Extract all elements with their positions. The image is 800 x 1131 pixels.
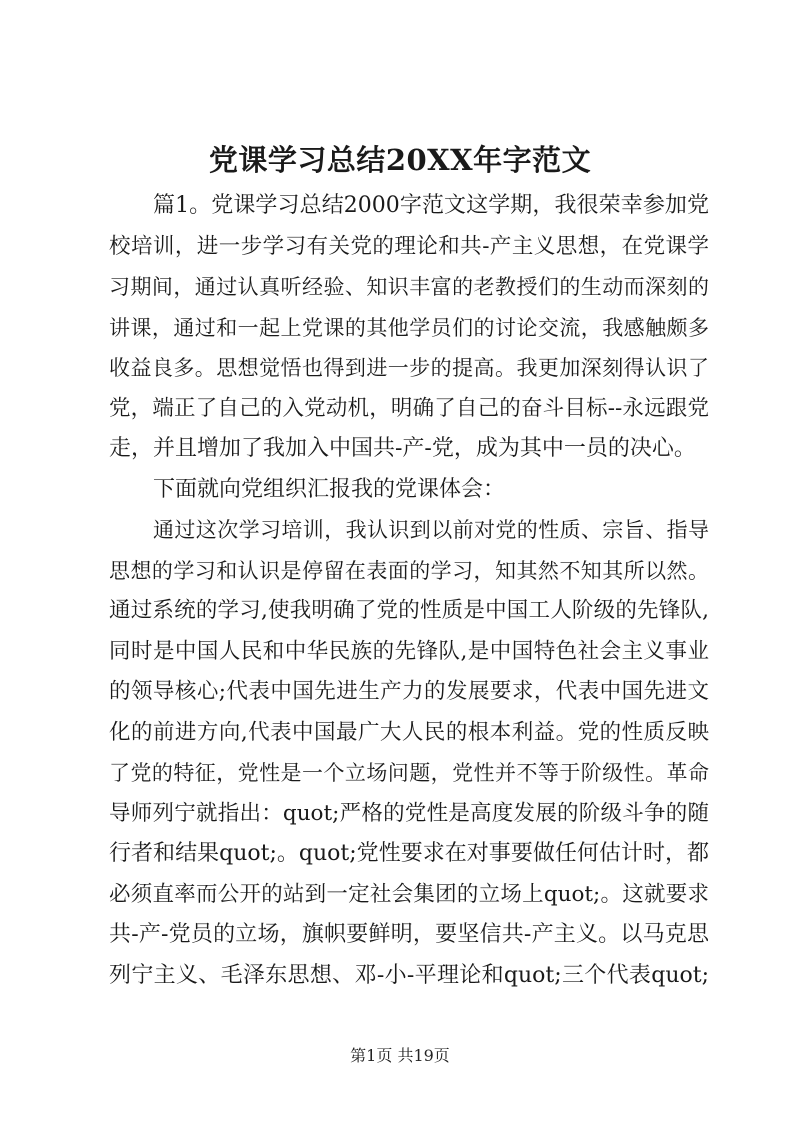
text-line: 导师列宁就指出：quot;严格的党性是高度发展的阶级斗争的随 xyxy=(109,800,709,826)
text-line: 收益良多。思想觉悟也得到进一步的提高。我更加深刻得认识了 xyxy=(109,356,709,380)
text-line: 的领导核心;代表中国先进生产力的发展要求，代表中国先进文 xyxy=(109,679,709,704)
text-line: 党，端正了自己的入党动机，明确了自己的奋斗目标--永远跟党 xyxy=(109,395,709,421)
page-number-footer: 第1页 共19页 xyxy=(350,1046,450,1065)
text-line: 了党的特征，党性是一个立场问题，党性并不等于阶级性。革命 xyxy=(109,761,709,785)
text-line: 习期间，通过认真听经验、知识丰富的老教授们的生动而深刻的 xyxy=(109,275,709,299)
text-line: 讲课，通过和一起上党课的其他学员们的讨论交流，我感触颇多 xyxy=(109,315,709,340)
document-title: 党课学习总结20XX年字范文 xyxy=(208,143,592,177)
text-line: 下面就向党组织汇报我的党课体会： xyxy=(153,476,506,502)
document-body xyxy=(109,186,709,996)
text-line: 化的前进方向,代表中国最广大人民的根本利益。党的性质反映 xyxy=(109,719,709,745)
text-line: 通过这次学习培训，我认识到以前对党的性质、宗旨、指导 xyxy=(153,518,709,542)
text-line: 思想的学习和认识是停留在表面的学习，知其然不知其所以然。 xyxy=(109,558,709,583)
text-line: 通过系统的学习,使我明确了党的性质是中国工人阶级的先锋队, xyxy=(109,598,709,623)
text-line: 同时是中国人民和中华民族的先锋队,是中国特色社会主义事业 xyxy=(109,638,709,664)
text-line: 校培训，进一步学习有关党的理论和共-产主义思想，在党课学 xyxy=(109,233,709,259)
text-line: 共-产-党员的立场，旗帜要鲜明，要坚信共-产主义。以马克思 xyxy=(109,922,709,947)
text-line: 走，并且增加了我加入中国共-产-党，成为其中一员的决心。 xyxy=(109,436,696,461)
text-line: 行者和结果quot;。quot;党性要求在对事要做任何估计时，都 xyxy=(109,841,709,866)
text-line: 篇1。党课学习总结2000字范文这学期，我很荣幸参加党 xyxy=(153,193,709,218)
text-line: 列宁主义、毛泽东思想、邓-小-平理论和quot;三个代表quot; xyxy=(109,962,709,988)
text-line: 必须直率而公开的站到一定社会集团的立场上quot;。这就要求 xyxy=(109,881,709,907)
